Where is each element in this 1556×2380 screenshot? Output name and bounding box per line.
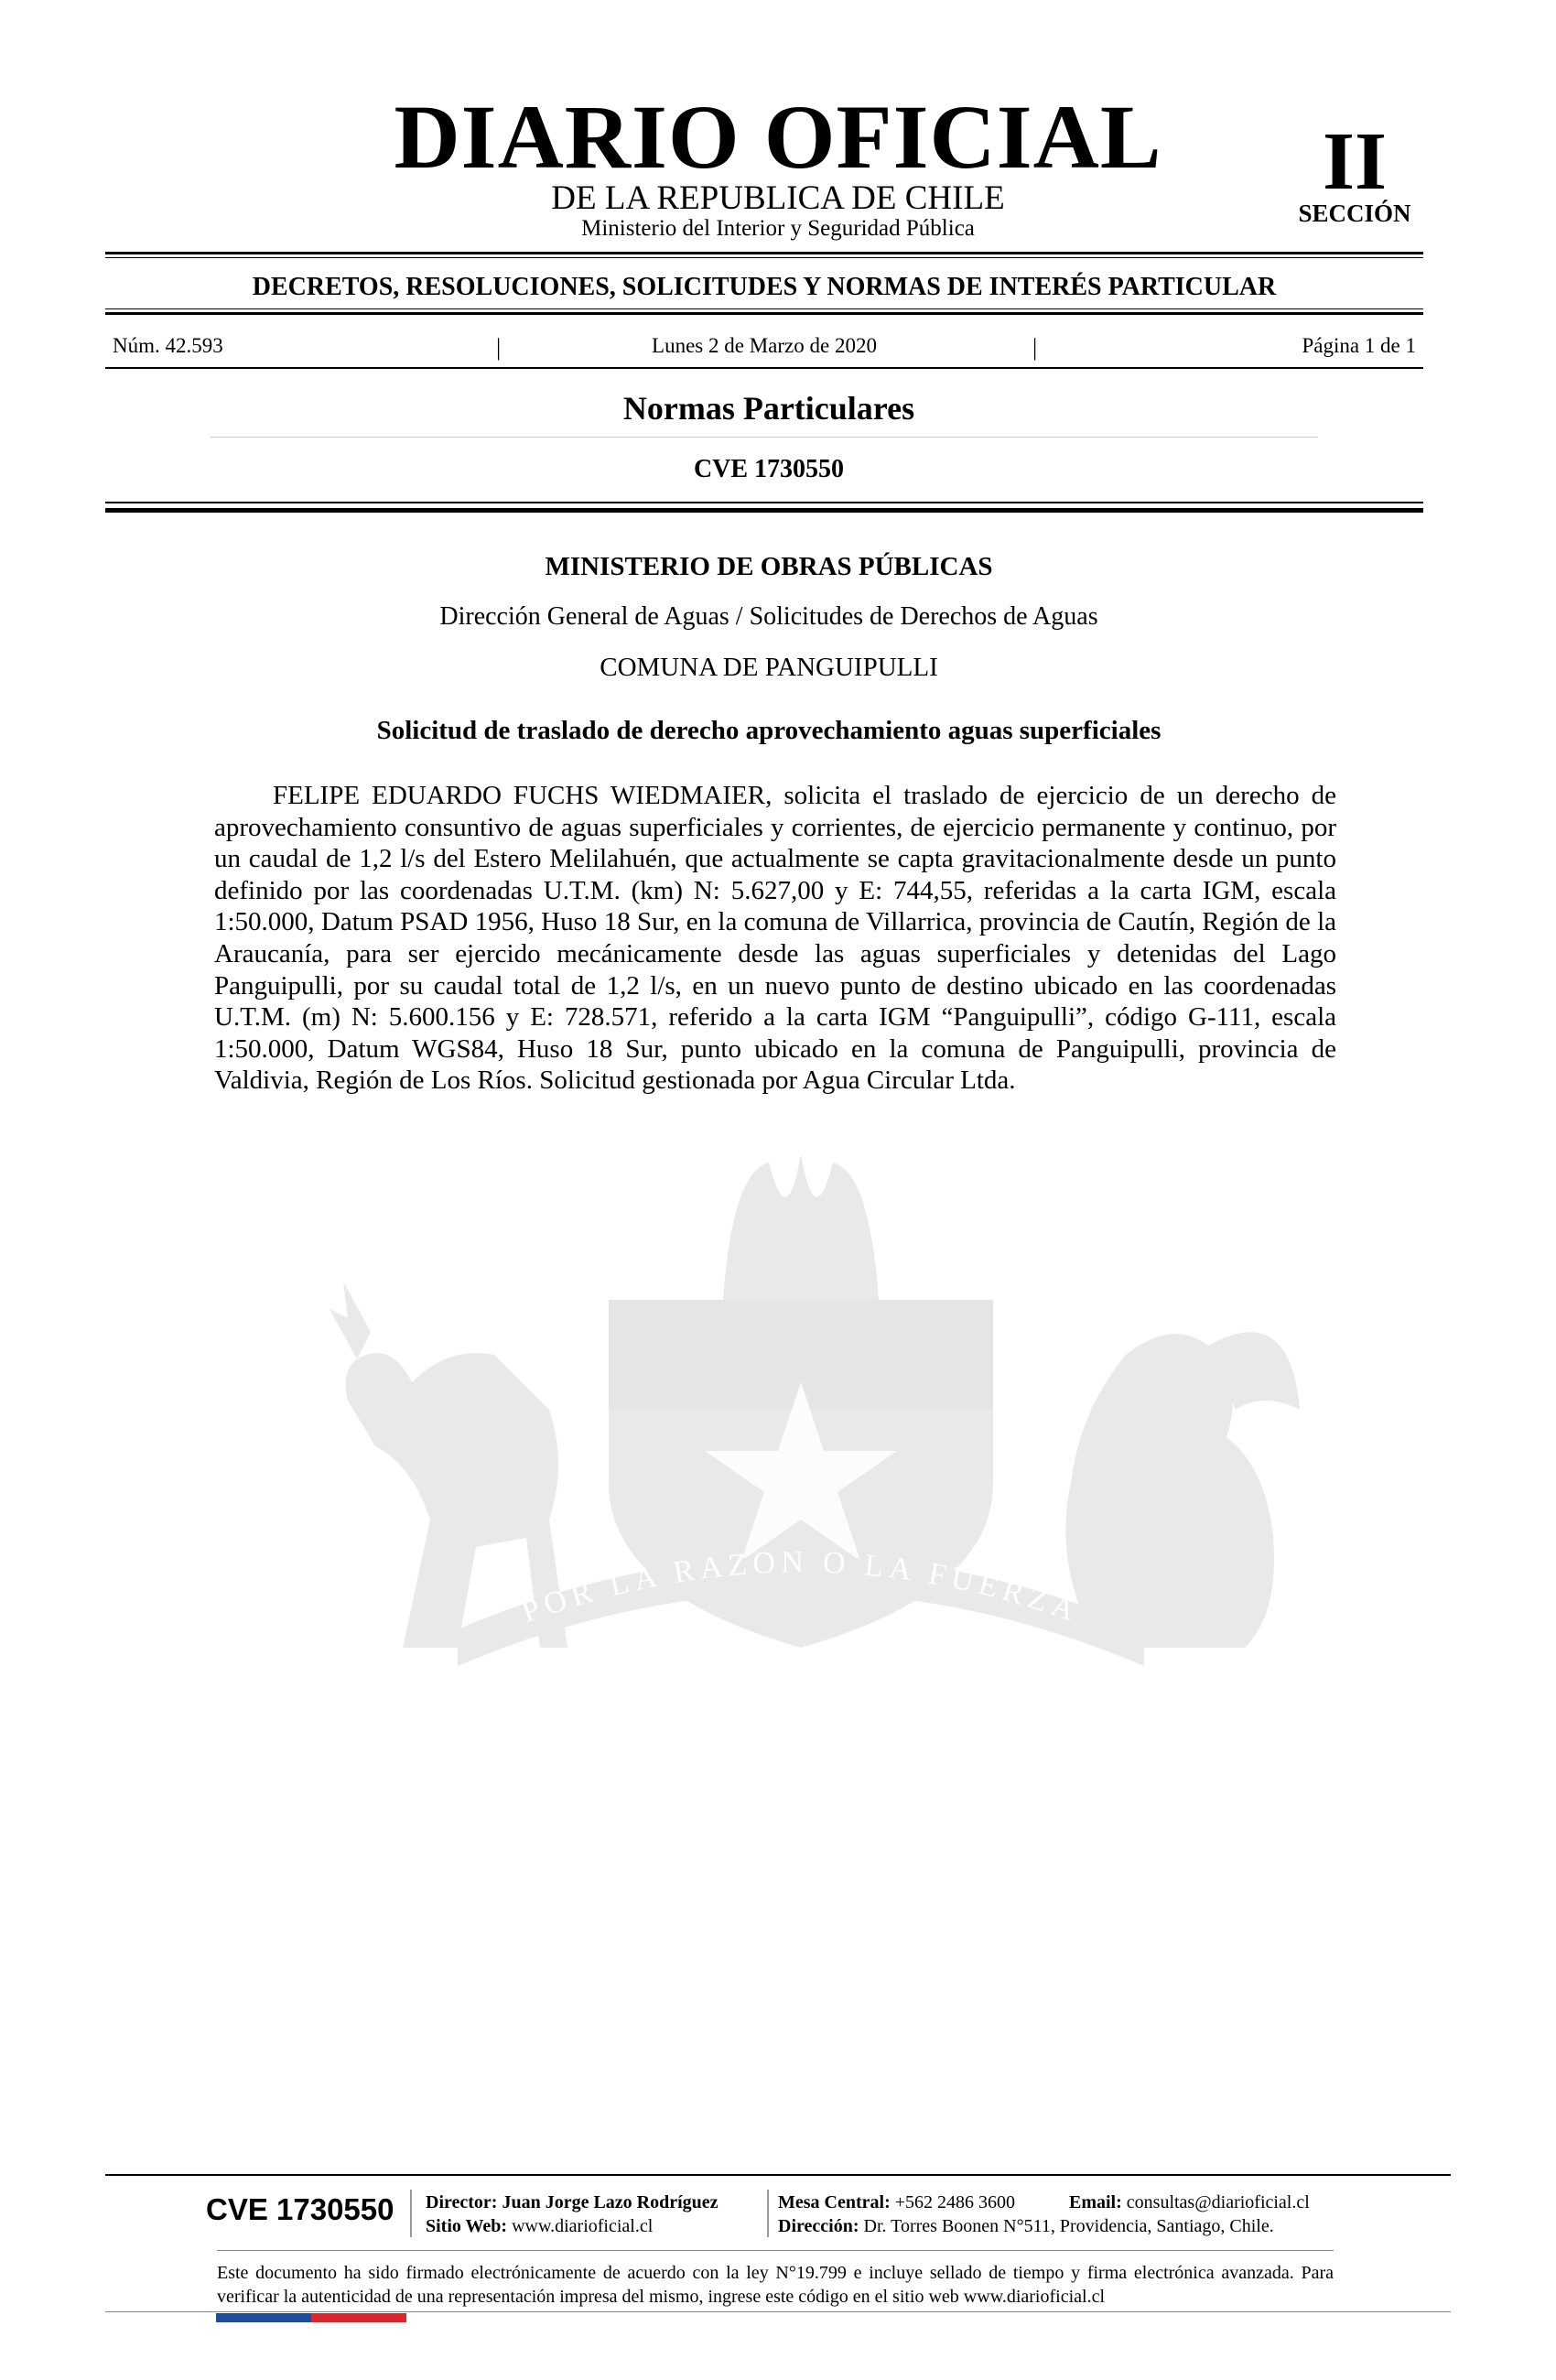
footer-divider [767, 2190, 769, 2237]
footer-rule-mid [217, 2250, 1334, 2251]
flag-stripe-red [311, 2313, 406, 2322]
section-title-rule [211, 437, 1318, 438]
email-label: Email: [1069, 2192, 1122, 2212]
subheader-rule-bottom-thick [105, 312, 1423, 315]
plumes [723, 1153, 879, 1300]
issue-separator: | [1032, 334, 1038, 361]
director-label: Director: [426, 2192, 498, 2212]
document-title: Solicitud de traslado de derecho aprovechamiento aguas superficiales [376, 716, 1162, 745]
document-comuna: COMUNA DE PANGUIPULLI [600, 653, 938, 682]
motto: POR LA RAZON O LA FUERZA [517, 1545, 1085, 1630]
footer-rule-bottom [105, 2311, 1451, 2312]
masthead-title: DIARIO OFICIAL [394, 86, 1162, 188]
issue-date: Lunes 2 de Marzo de 2020 [652, 334, 877, 357]
section-label: SECCIÓN [1298, 200, 1411, 227]
section-number: II [1322, 116, 1388, 207]
footer-contact-left [426, 2191, 719, 2238]
document-ministry: MINISTERIO DE OBRAS PÚBLICAS [545, 552, 993, 581]
coat-of-arms-watermark [293, 1135, 1309, 1684]
address-label: Dirección: [778, 2216, 859, 2236]
document-rule-thick [105, 508, 1423, 513]
masthead-rule-top-thin [105, 257, 1423, 258]
document-rule-thin [105, 502, 1423, 503]
masthead-rule-top [105, 252, 1423, 254]
footer-email [1069, 2191, 1310, 2214]
phone-label: Mesa Central: [778, 2192, 891, 2212]
masthead-ministry: Ministerio del Interior y Seguridad Pública [581, 216, 975, 241]
web-label: Sitio Web: [426, 2216, 508, 2236]
flag-stripe-blue [216, 2313, 311, 2322]
phone-value: +562 2486 3600 [894, 2192, 1016, 2212]
footer-cve-code: CVE 1730550 [206, 2192, 394, 2226]
section-title: Normas Particulares [622, 390, 915, 427]
issue-separator: | [496, 334, 502, 361]
issue-page: Página 1 de 1 [1302, 334, 1416, 357]
issue-row-rule [105, 367, 1423, 369]
footer-signature-note: Este documento ha sido firmado electrónicamente de acuerdo con la ley N°19.799 e incluye sellado de tiempo y firma electrónica avanzada. Para verificar la autenticidad de una representación impresa del mismo, ingrese este código en el sitio web www.diarioficial.cl [217, 2263, 1334, 2307]
document-direction: Dirección General de Aguas / Solicitudes de Derechos de Aguas [439, 602, 1098, 631]
issue-number: Núm. 42.593 [113, 334, 223, 357]
email-link[interactable]: consultas@diarioficial.cl [1126, 2192, 1310, 2212]
masthead-subtitle: DE LA REPUBLICA DE CHILE [551, 179, 1005, 217]
address-value: Dr. Torres Boonen N°511, Providencia, Santiago, Chile. [863, 2216, 1274, 2236]
director-name: Juan Jorge Lazo Rodríguez [502, 2192, 719, 2212]
web-link[interactable]: www.diarioficial.cl [512, 2216, 654, 2236]
subheader-rule-bottom [105, 308, 1423, 309]
subheader: DECRETOS, RESOLUCIONES, SOLICITUDES Y NORMAS DE INTERÉS PARTICULAR [252, 273, 1277, 301]
cve-code: CVE 1730550 [693, 455, 845, 483]
document-body: FELIPE EDUARDO FUCHS WIEDMAIER, solicita el traslado de ejercicio de un derecho de aprovechamiento consuntivo de aguas superficiales y corrientes, de ejercicio permanente y continuo, por un caudal de 1,2 l/s del Estero Melilahuén, que actualmente se capta gravitacionalmente desde un punto definido por las coordenadas U.T.M. (km) N: 5.627,00 y E: 744,55, referidas a la carta IGM, escala 1:50.000, Datum PSAD 1956, Huso 18 Sur, en la comuna de Villarrica, provincia de Cautín, Región de la Araucanía, para ser ejercido mecánicamente desde las aguas superficiales y detenidas del Lago Panguipulli, por su caudal total de 1,2 l/s, en un nuevo punto de destino ubicado en las coordenadas U.T.M. (m) N: 5.600.156 y E: 728.571, referido a la carta IGM “Panguipulli”, código G-111, escala 1:50.000, Datum WGS84, Huso 18 Sur, punto ubicado en la comuna de Panguipulli, provincia de Valdivia, Región de Los Ríos. Solicitud gestionada por Agua Circular Ltda. [214, 781, 1336, 1096]
footer-divider [410, 2190, 412, 2237]
huemul-antler [330, 1282, 371, 1359]
footer-rule-top [105, 2174, 1451, 2176]
